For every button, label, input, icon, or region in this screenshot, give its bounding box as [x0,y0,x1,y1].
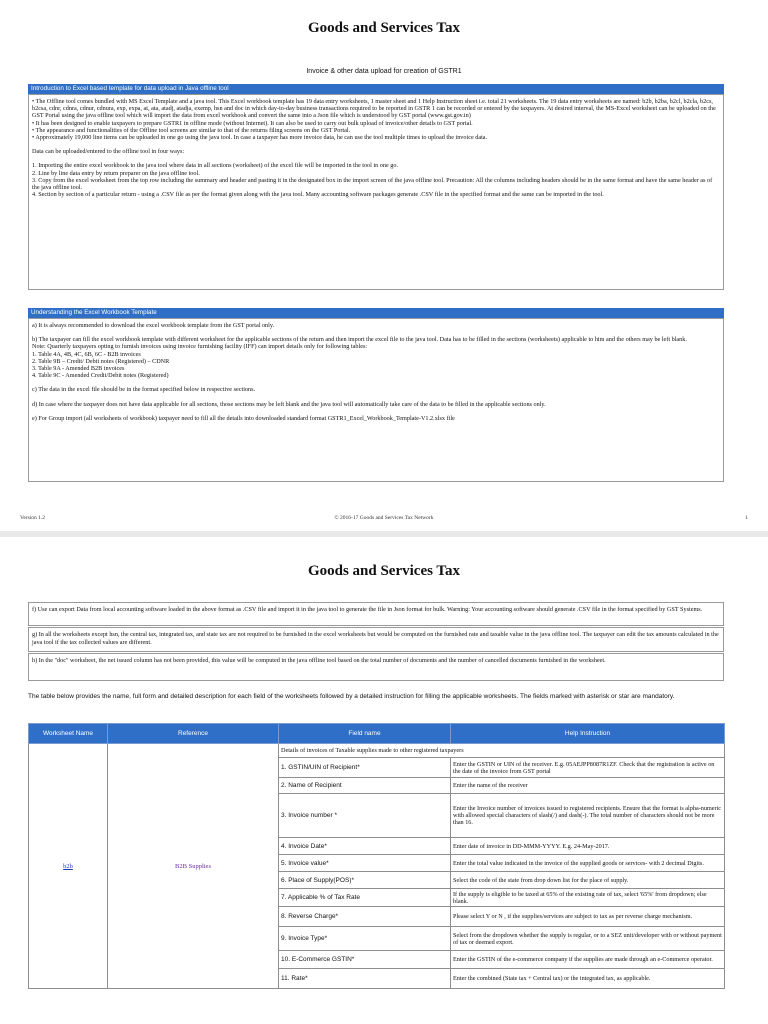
text-line: 1. Importing the entire excel workbook to the java tool where data in all sections (worksheet) of the excel file will be imported in the tool in one go. [32,162,398,170]
help-instruction-cell: Enter date of invoice in DD-MMM-YYYY. E.g. 24-May-2017. [451,838,725,855]
field-instruction-table [28,723,725,989]
text-line [32,379,720,386]
header-help-instruction: Help Instruction [451,724,725,744]
field-name-cell: 2. Name of Recipient [279,778,451,794]
text-line [32,394,720,401]
introduction-text-box [28,94,724,290]
help-instruction-cell: Enter the GSTIN or UIN of the receiver. E.g. 05AEJPP8087R1ZF. Check that the registration is active on the date of the invoice from GST portal [451,758,725,778]
text-line: c) The data in the excel file should be in the format specified below in respective sections. [32,386,256,394]
help-instruction-cell: Enter the name of the receiver [451,778,725,794]
page-title-2: Goods and Services Tax [307,563,461,579]
document-subtitle: Invoice & other data upload for creation of GSTR1 [306,68,462,75]
field-name-cell: 3. Invoice number * [279,794,451,838]
text-line: 2. Line by line data entry by return preparer on the java offline tool. [32,169,200,177]
paragraph-h: h) In the "doc" worksheet, the net issued column has not been provided, this value will be computed in the java offline tool based on the total number of documents and the number of cancelled documents furnished in the worksheet. [28,653,724,681]
help-instruction-cell: Select from the dropdown whether the supply is regular, or to a SEZ unit/developer with or without payment of tax or deemed export. [451,927,725,951]
field-name-cell: 8. Reverse Charge* [279,907,451,927]
field-name-cell: 4. Invoice Date* [279,838,451,855]
header-reference: Reference [108,724,279,744]
table-intro-text: The table below provides the name, full form and detailed description for each field of the worksheets followed by a detailed instruction for filling the applicable worksheets. The fields marked with asterisk or star are mandatory. [28,693,675,700]
text-line [32,141,720,148]
footer-version: Version 1.2 [20,515,46,521]
text-line: Data can be uploaded/entered to the offline tool in four ways: [32,148,185,156]
field-name-cell: 6. Place of Supply(POS)* [279,872,451,889]
text-line: b) The taxpayer can fill the excel workbook template with different worksheet for the applicable sections of the return and then import the excel file to the java tool. Data has to be filled in the sections (worksheets) applicable to him and the others may be left blank. [32,336,687,344]
text-line [32,329,720,336]
text-line: d) In case where the taxpayer does not have data applicable for all sections, those sections may be left blank and the java tool will automatically take care of the data to be filled in the applicable sections only. [32,400,546,408]
help-instruction-cell: Enter the GSTIN of the e-commerce company if the supplies are made through an e-Commerce operator. [451,951,725,969]
help-instruction-cell: Select the code of the state from drop down list for the place of supply. [451,872,725,889]
page-divider [0,531,768,537]
table-header-row [29,724,725,744]
page-title: Goods and Services Tax [307,20,461,36]
text-line: • Approximately 19,000 line items can be uploaded in one go using the java tool. In case a taxpayer has more invoice data, he can use the tool multiple times to upload the invoice data. [32,134,488,142]
field-name-cell: 1. GSTIN/UIN of Recipient* [279,758,451,778]
header-worksheet-name: Worksheet Name [29,724,108,744]
text-line: a) It is always recommended to download the excel workbook template from the GST portal only. [32,322,275,329]
help-instruction-cell: Enter the Invoice number of invoices issued to registered recipients. Ensure that the format is alpha-numeric with allowed special characters of slash(/) and dash(-). The total number of characters should not be more than 16. [451,794,725,838]
text-line: 4. Section by section of a particular return - using a .CSV file as per the format given along with the java tool. Many accounting software packages generate .CSV file in the specified format and the same can be imported in the tool. [32,191,604,199]
text-line: • It has been designed to enable taxpayers to prepare GSTR1 in offline mode (without Internet). It can also be used to carry out bulk upload of invoice/other details to GST portal. [32,119,473,127]
field-name-cell: 11. Rate* [279,969,451,989]
field-name-cell: 10. E-Commerce GSTIN* [279,951,451,969]
text-line: • The appearance and functionalities of the Offline tool screens are similar to that of the returns filing screens on the GST Portal. [32,126,351,134]
header-field-name: Field name [279,724,451,744]
text-line: • The Offline tool comes bundled with MS Excel Template and a java tool. This Excel workbook template has 19 data entry worksheets, 1 master sheet and 1 Help Instruction sheet i.e. total 21 worksheets. The 19 data entry worksheets are named: b2b, b2ba, b2cl, b2cla, b2cs, b2csa, cdnr, cdnra, cdnur, cdnura, exp, expa, at, ata, atadj, atadja, exemp, hsn and doc in which day-to-day business transactions required to be reported in GSTR 1 can be recorded or entered by the taxpayers. At desired interval, the MS-Excel worksheet can be uploaded on the GST Portal using the java offline tool which will import the data from excel workbook and convert the same into a Json file which is understood by GST portal (www.gst.gov.in) [32,98,716,120]
text-line: 3. Copy from the excel worksheet from the top row including the summary and header and pasting it in the designated box in the import screen of the java offline tool. Precaution: All the columns including headers should be in the same format and have the same header as of the java offline tool. [32,176,713,192]
text-line: e) For Group import (all worksheets of workbook) taxpayer need to fill all the details into downloaded standard format GSTR1_Excel_Workbook_Template-V1.2.xlsx file [32,414,455,422]
paragraph-f: f) Use can export Data from local accounting software loaded in the above format as .CSV file and import it in the java tool to generate the file in Json format for bulk. Warning: Your accounting software should generate .CSV file in the format specified by GST Systems. [28,602,724,626]
workbook-template-text-box [28,318,724,482]
text-line [32,155,720,162]
reference-b2b-supplies: B2B Supplies [108,744,279,989]
footer-copyright: © 2016-17 Goods and Services Tax Network [334,515,434,521]
text-line: 4. Table 9C - Amended Credit/Debit notes (Registered) [32,372,169,380]
footer-page-number: 1 [745,515,748,521]
section-caption-row [29,744,725,758]
field-name-cell: 5. Invoice value* [279,855,451,872]
help-instruction-cell: Enter the total value indicated in the invoice of the supplied goods or services- with 2 decimal Digits. [451,855,725,872]
help-instruction-cell: Enter the combined (State tax + Central tax) or the integrated tax, as applicable. [451,969,725,989]
field-name-cell: 7. Applicable % of Tax Rate [279,889,451,907]
section-header-workbook-template: Understanding the Excel Workbook Template [28,308,724,318]
worksheet-link-b2b[interactable]: b2b [29,744,108,989]
paragraph-g: g) In all the worksheets except hsn, the central tax, integrated tax, and state tax are not required to be furnished in the excel worksheets but would be computed on the furnished rate and taxable value in the java offline tool. The taxpayer can edit the tax amounts calculated in the java tool if the tax collected values are different. [28,627,724,652]
section-header-introduction: Introduction to Excel based template for data upload in Java offline tool [28,84,724,94]
help-instruction-cell: Please select Y or N , if the supplies/services are subject to tax as per reverse charge mechanism. [451,907,725,927]
section-caption: Details of invoices of Taxable supplies made to other registered taxpayers [279,744,725,758]
text-line: 3. Table 9A - Amended B2B invoices [32,365,125,373]
text-line: 2. Table 9B – Credit/ Debit notes (Registered) – CDNR [32,357,170,365]
text-line: 1. Table 4A, 4B, 4C, 6B, 6C - B2B invoices [32,350,141,358]
text-line [32,408,720,415]
help-instruction-cell: If the supply is eligible to be taxed at 65% of the existing rate of tax, select '65%' from dropdown; else blank. [451,889,725,907]
field-name-cell: 9. Invoice Type* [279,927,451,951]
text-line: Note: Quarterly taxpayers opting to furnish invoices using invoice furnishing facility (IFF) can import details only for following tables: [32,343,368,351]
